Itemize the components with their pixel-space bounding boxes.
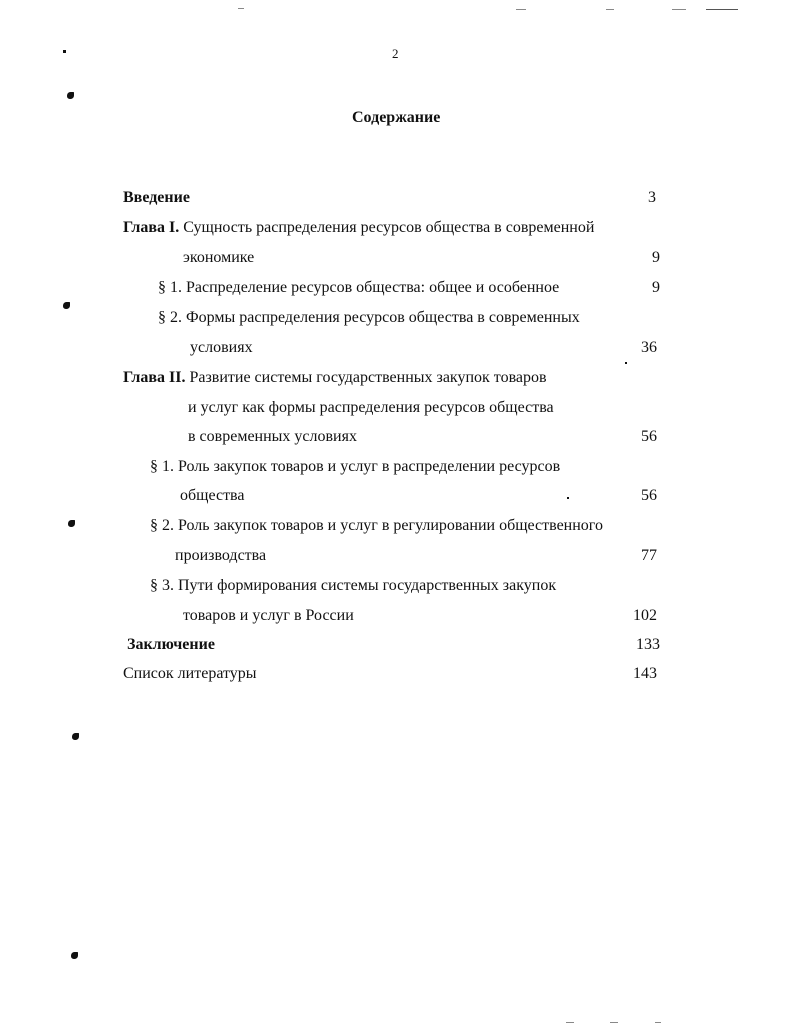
scan-artifact	[606, 9, 614, 10]
scan-artifact	[672, 9, 686, 10]
binding-hole-mark	[71, 952, 78, 959]
toc-entry-text: товаров и услуг в России	[183, 607, 354, 624]
toc-entry-text: Развитие системы государственных закупок товаров	[185, 369, 547, 386]
binding-hole-mark	[67, 92, 74, 99]
toc-entry-text: § 3. Пути формирования системы государственных закупок	[150, 577, 557, 594]
toc-entry	[123, 188, 190, 208]
scan-artifact	[238, 8, 244, 9]
toc-page-number: 133	[636, 636, 660, 653]
toc-page-number: 102	[633, 607, 657, 624]
toc-entry-heading: Заключение	[127, 636, 215, 653]
toc-entry-text: производства	[175, 547, 267, 564]
toc-entry-text: и услуг как формы распределения ресурсов общества	[188, 399, 554, 416]
toc-entry	[158, 278, 559, 298]
toc-page-number: 77	[641, 547, 657, 564]
toc-entry	[183, 606, 354, 626]
toc-entry-text: условиях	[190, 339, 253, 356]
toc-entry	[175, 546, 266, 566]
page-number: 2	[392, 46, 399, 61]
scan-artifact	[63, 50, 66, 53]
scan-artifact	[516, 9, 526, 10]
toc-entry-text: § 2. Роль закупок товаров и услуг в регулировании общественного	[150, 517, 603, 534]
toc-page-number: 36	[641, 339, 657, 356]
toc-entry	[150, 516, 603, 536]
toc-page-number: 3	[648, 189, 656, 206]
toc-entry-text: общества	[180, 487, 245, 504]
scan-artifact	[567, 497, 569, 499]
toc-page-number: 9	[652, 279, 660, 296]
toc-entry	[123, 664, 257, 684]
scan-artifact	[655, 1022, 661, 1023]
scan-artifact	[566, 1022, 574, 1023]
toc-entry-text: Сущность распределения ресурсов общества в современной	[179, 219, 595, 236]
toc-entry	[188, 398, 554, 418]
toc-page-number: 56	[641, 487, 657, 504]
toc-entry-text: § 2. Формы распределения ресурсов общества в современных	[158, 309, 580, 326]
toc-entry-heading: Введение	[123, 189, 190, 206]
toc-entry	[150, 457, 560, 477]
toc-entry-text: экономике	[183, 249, 255, 266]
toc-page-number: 9	[652, 249, 660, 266]
toc-entry	[158, 308, 580, 328]
scan-artifact	[625, 362, 627, 364]
toc-entry	[127, 635, 215, 655]
toc-entry	[188, 427, 357, 447]
toc-entry-heading: Глава I.	[123, 219, 180, 236]
scan-artifact	[610, 1022, 618, 1023]
binding-hole-mark	[68, 520, 75, 527]
toc-entry-heading: Глава II.	[123, 369, 186, 386]
toc-entry	[123, 218, 594, 238]
toc-entry-text: § 1. Роль закупок товаров и услуг в распределении ресурсов	[150, 458, 561, 475]
toc-entry-text: Список литературы	[123, 665, 257, 682]
binding-hole-mark	[63, 302, 70, 309]
page-title: Содержание	[352, 109, 441, 126]
toc-entry-text: § 1. Распределение ресурсов общества: общее и особенное	[158, 279, 560, 296]
scan-artifact	[706, 9, 738, 10]
toc-entry	[190, 338, 253, 358]
binding-hole-mark	[72, 733, 79, 740]
toc-entry	[183, 248, 254, 268]
toc-entry	[123, 368, 547, 388]
toc-entry	[180, 486, 245, 506]
toc-page-number: 143	[633, 665, 657, 682]
toc-entry	[150, 576, 556, 596]
toc-entry-text: в современных условиях	[188, 428, 357, 445]
toc-page-number: 56	[641, 428, 657, 445]
